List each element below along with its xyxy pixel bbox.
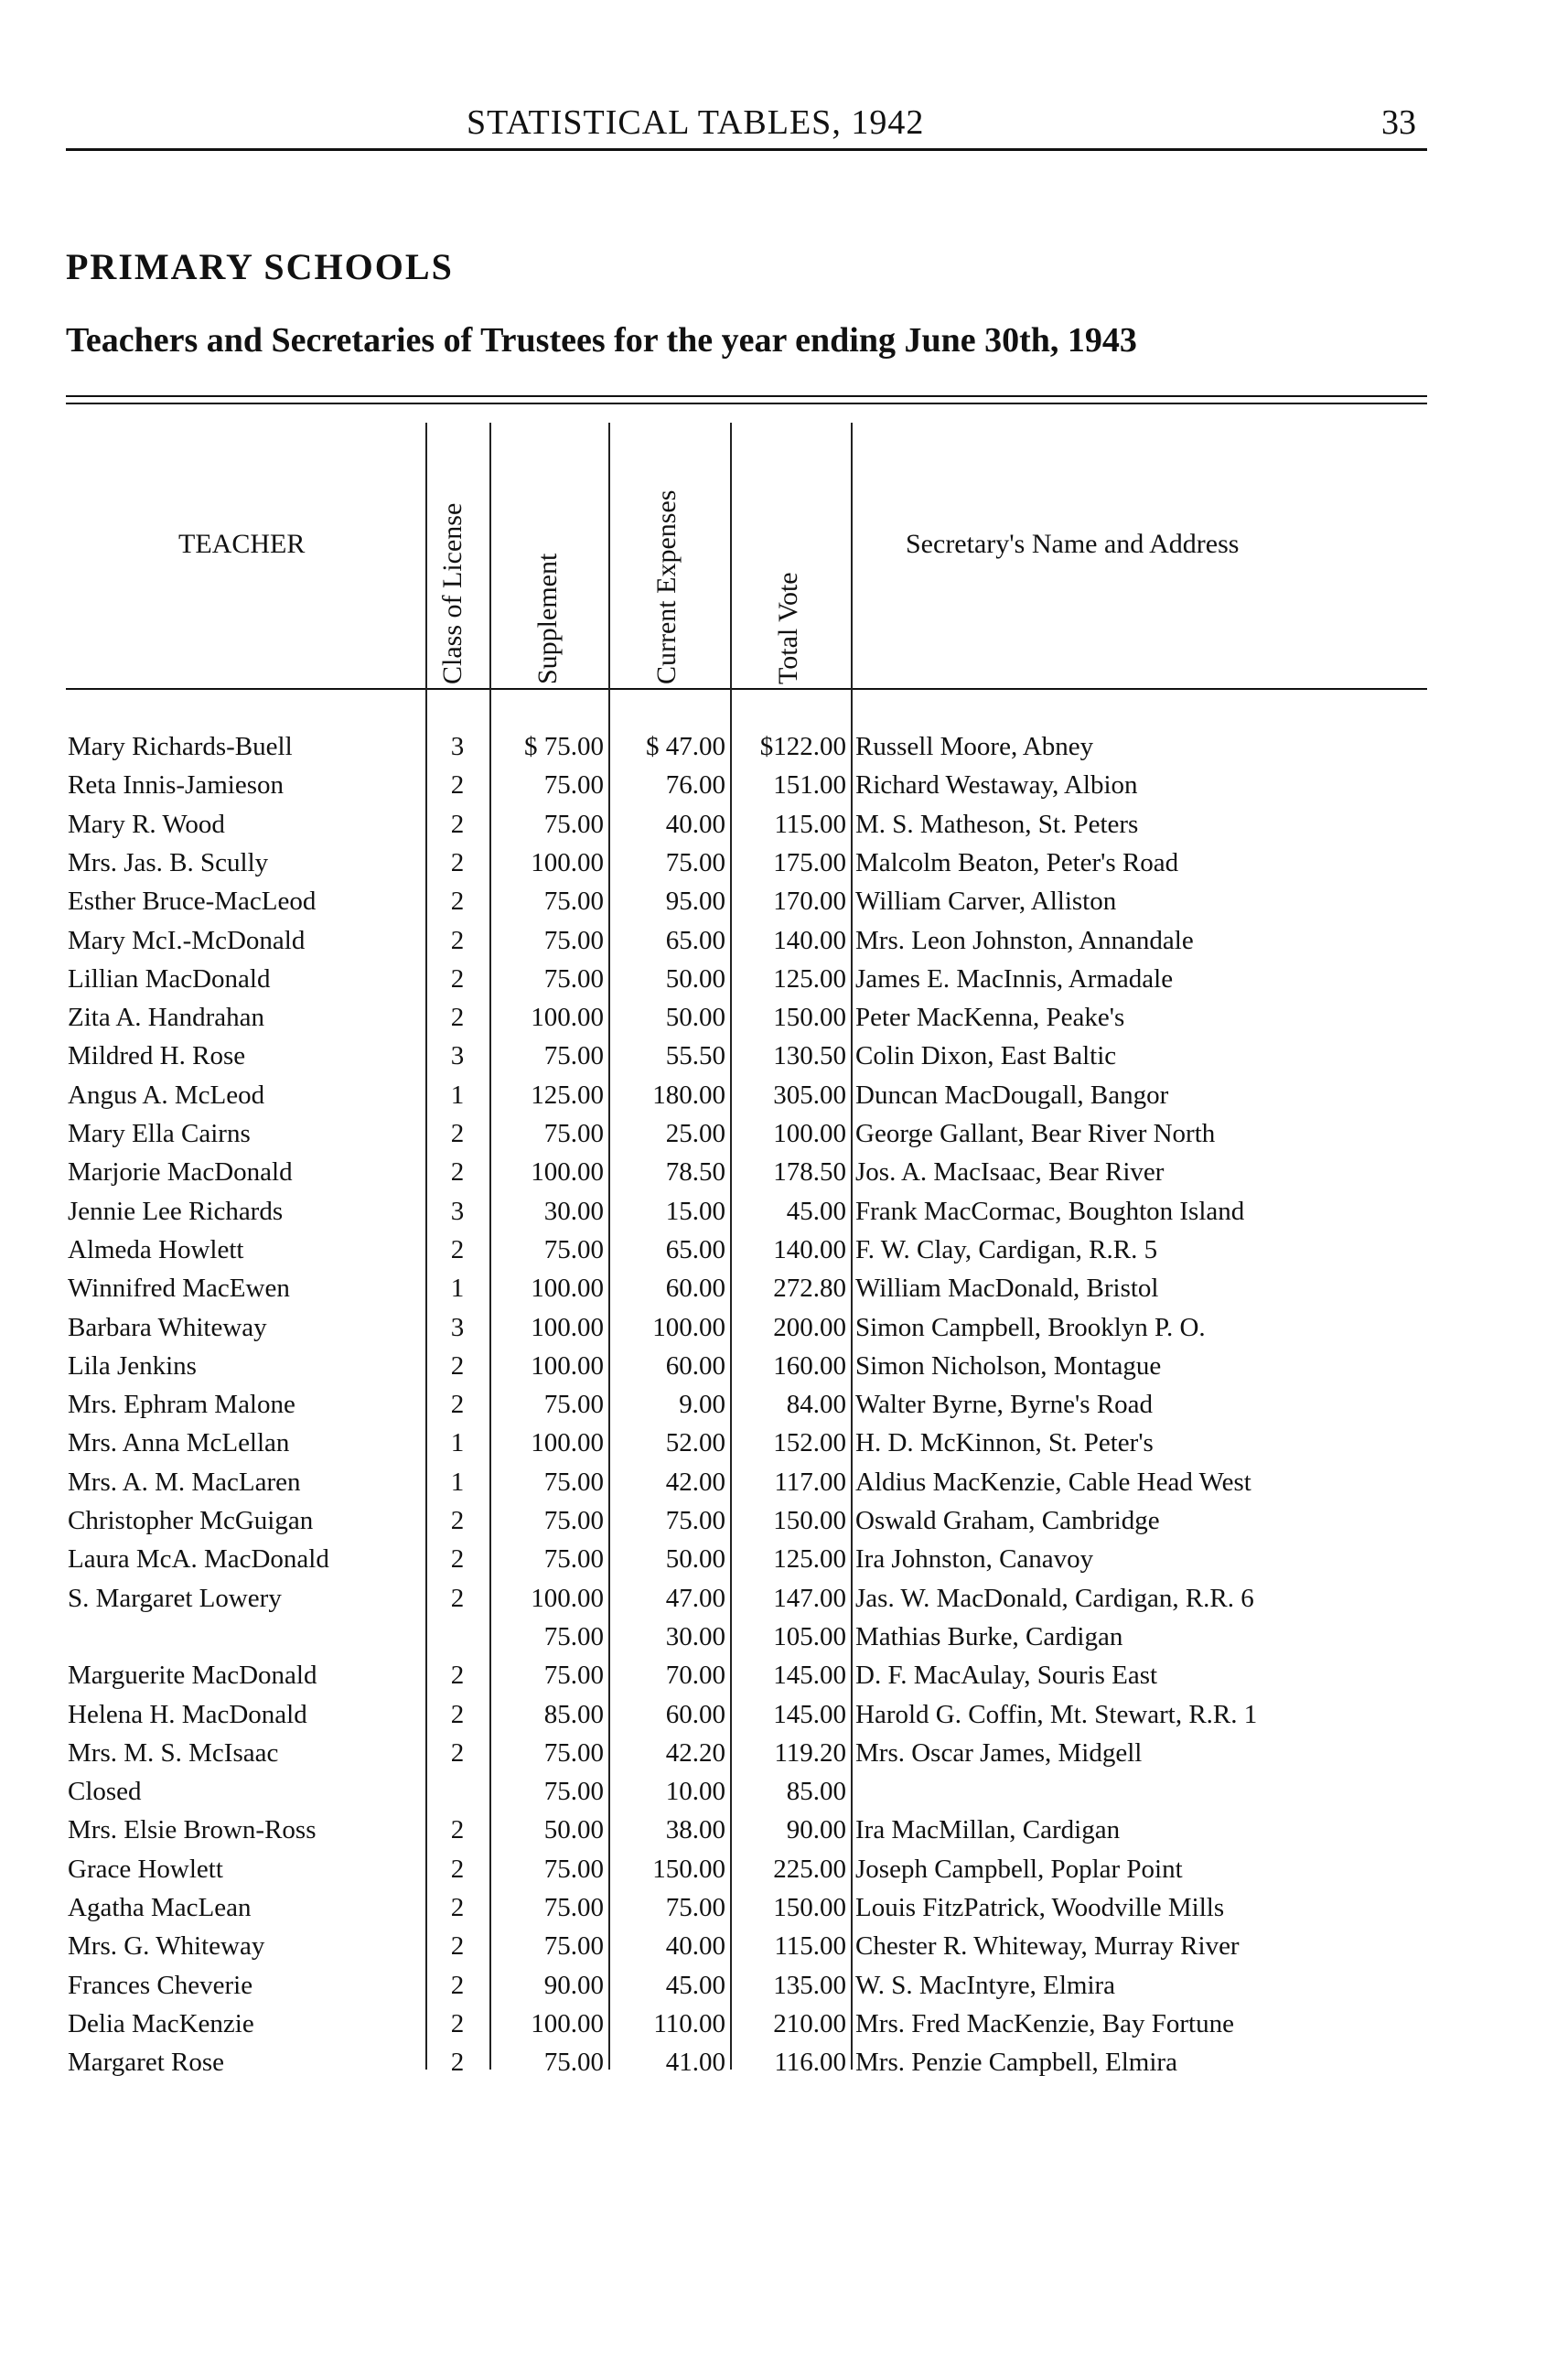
cell-total-vote: 125.00 (773, 1544, 846, 1575)
cell-class-of-license: 2 (450, 1699, 465, 1729)
cell-total-vote: 85.00 (786, 1777, 846, 1807)
teacher-name: Mrs. Anna McLellan (68, 1428, 293, 1457)
cell-teacher (68, 960, 429, 998)
cell-teacher (68, 1734, 429, 1772)
teacher-name: Frances Cheverie (68, 1971, 256, 2000)
table-row (0, 1888, 1568, 1927)
table-row (0, 1231, 1568, 1269)
cell-class-of-license: 2 (450, 809, 465, 839)
cell-current-expenses: 100.00 (652, 1312, 725, 1342)
table-row (0, 1734, 1568, 1772)
teacher-name: Mrs. Elsie Brown-Ross (68, 1815, 319, 1844)
cell-teacher (68, 1037, 429, 1075)
cell-current-expenses: 45.00 (665, 1970, 725, 2000)
teacher-name: Mrs. G. Whiteway (68, 1931, 268, 1961)
teacher-name: S. Margaret Lowery (68, 1584, 285, 1613)
teacher-name: Marjorie MacDonald (68, 1157, 296, 1187)
cell-teacher (68, 1463, 429, 1501)
teacher-name: Mrs. M. S. McIsaac (68, 1738, 282, 1768)
cell-current-expenses: 75.00 (665, 847, 725, 877)
cell-secretary: Peter MacKenna, Peake's (855, 1003, 1125, 1033)
cell-current-expenses: 38.00 (665, 1815, 725, 1845)
cell-supplement: 125.00 (531, 1080, 604, 1110)
cell-total-vote: 150.00 (773, 1003, 846, 1033)
table-row (0, 1114, 1568, 1153)
teacher-name (68, 1622, 71, 1651)
header-bottom-rule (66, 688, 1427, 690)
cell-teacher (68, 1231, 429, 1269)
cell-supplement: 75.00 (543, 1854, 604, 1884)
cell-supplement: 75.00 (543, 1737, 604, 1768)
cell-class-of-license: 2 (450, 1506, 465, 1535)
cell-total-vote: $122.00 (759, 732, 846, 761)
cell-total-vote: 90.00 (786, 1815, 846, 1845)
cell-supplement: 85.00 (543, 1699, 604, 1729)
table-top-rule-2 (66, 403, 1427, 404)
cell-class-of-license: 2 (450, 1583, 465, 1613)
cell-current-expenses: 40.00 (665, 809, 725, 839)
cell-current-expenses: 9.00 (679, 1390, 725, 1420)
teacher-name: Marguerite MacDonald (68, 1661, 320, 1690)
cell-teacher (68, 882, 429, 920)
cell-supplement: 75.00 (543, 809, 604, 839)
cell-secretary: Harold G. Coffin, Mt. Stewart, R.R. 1 (855, 1699, 1258, 1729)
cell-total-vote: 200.00 (773, 1312, 846, 1342)
cell-total-vote: 272.80 (773, 1274, 846, 1304)
cell-class-of-license: 2 (450, 887, 465, 917)
cell-total-vote: 225.00 (773, 1854, 846, 1884)
table-row (0, 1347, 1568, 1385)
cell-teacher (68, 1076, 429, 1114)
teacher-name: Mildred H. Rose (68, 1041, 249, 1070)
table-row (0, 960, 1568, 998)
cell-total-vote: 116.00 (774, 2048, 846, 2078)
cell-current-expenses: 25.00 (665, 1119, 725, 1148)
cell-class-of-license: 2 (450, 2008, 465, 2038)
teacher-name: Laura McA. MacDonald (68, 1544, 333, 1574)
cell-total-vote: 125.00 (773, 963, 846, 994)
cell-supplement: 75.00 (543, 1390, 604, 1420)
cell-secretary: Simon Campbell, Brooklyn P. O. (855, 1312, 1206, 1342)
cell-teacher (68, 1811, 429, 1849)
cell-total-vote: 175.00 (773, 847, 846, 877)
cell-secretary: George Gallant, Bear River North (855, 1119, 1216, 1148)
teacher-name: Almeda Howlett (68, 1235, 247, 1264)
table-row (0, 2005, 1568, 2043)
cell-teacher (68, 844, 429, 882)
table-row (0, 1463, 1568, 1501)
cell-current-expenses: 42.20 (665, 1737, 725, 1768)
teacher-name: Grace Howlett (68, 1855, 227, 1884)
cell-secretary: Aldius MacKenzie, Cable Head West (855, 1467, 1251, 1497)
cell-teacher (68, 2043, 429, 2081)
cell-secretary: Chester R. Whiteway, Murray River (855, 1931, 1240, 1962)
cell-class-of-license: 2 (450, 963, 465, 994)
table-row (0, 1308, 1568, 1347)
cell-teacher (68, 1347, 429, 1385)
table-row (0, 1772, 1568, 1811)
cell-teacher (68, 1114, 429, 1153)
cell-supplement: 75.00 (543, 1544, 604, 1575)
cell-current-expenses: 150.00 (652, 1854, 725, 1884)
teacher-name: Reta Innis-Jamieson (68, 770, 287, 800)
cell-current-expenses: 60.00 (665, 1699, 725, 1729)
table-row (0, 1540, 1568, 1578)
cell-current-expenses: 75.00 (665, 1893, 725, 1922)
cell-current-expenses: 40.00 (665, 1931, 725, 1962)
cell-teacher (68, 1966, 429, 2005)
teacher-name: Jennie Lee Richards (68, 1197, 286, 1226)
cell-current-expenses: $ 47.00 (646, 732, 725, 761)
header-supplement: Supplement (532, 553, 563, 684)
cell-class-of-license: 3 (450, 732, 465, 761)
cell-supplement: 75.00 (543, 963, 604, 994)
cell-total-vote: 210.00 (773, 2008, 846, 2038)
teacher-name: Delia MacKenzie (68, 2009, 258, 2038)
table-row (0, 1966, 1568, 2005)
cell-class-of-license: 3 (450, 1312, 465, 1342)
cell-teacher (68, 1579, 429, 1618)
header-rule (66, 148, 1427, 151)
cell-current-expenses: 30.00 (665, 1621, 725, 1651)
cell-supplement: 90.00 (543, 1970, 604, 2000)
cell-supplement: 75.00 (543, 1467, 604, 1497)
cell-class-of-license: 2 (450, 1815, 465, 1845)
teacher-name: Lila Jenkins (68, 1351, 200, 1381)
teacher-name: Winnifred MacEwen (68, 1274, 294, 1303)
cell-supplement: 75.00 (543, 2048, 604, 2078)
cell-secretary: F. W. Clay, Cardigan, R.R. 5 (855, 1234, 1158, 1264)
table-row (0, 1385, 1568, 1424)
cell-class-of-license: 1 (450, 1467, 465, 1497)
cell-teacher (68, 1385, 429, 1424)
cell-secretary: Mathias Burke, Cardigan (855, 1621, 1123, 1651)
cell-class-of-license: 2 (450, 847, 465, 877)
cell-supplement: 75.00 (543, 1661, 604, 1691)
table-row (0, 1269, 1568, 1307)
cell-secretary: Mrs. Penzie Campbell, Elmira (855, 2048, 1177, 2078)
cell-secretary: Louis FitzPatrick, Woodville Mills (855, 1893, 1225, 1922)
cell-class-of-license: 1 (450, 1274, 465, 1304)
cell-current-expenses: 41.00 (665, 2048, 725, 2078)
cell-total-vote: 150.00 (773, 1506, 846, 1535)
cell-secretary: Mrs. Leon Johnston, Annandale (855, 925, 1194, 955)
cell-current-expenses: 180.00 (652, 1080, 725, 1110)
teacher-name: Zita A. Handrahan (68, 1003, 268, 1032)
cell-class-of-license: 2 (450, 1119, 465, 1148)
table-row (0, 766, 1568, 804)
teacher-name: Mary McI.-McDonald (68, 926, 308, 955)
cell-total-vote: 305.00 (773, 1080, 846, 1110)
cell-total-vote: 151.00 (773, 770, 846, 801)
cell-secretary: Ira Johnston, Canavoy (855, 1544, 1094, 1575)
cell-total-vote: 100.00 (773, 1119, 846, 1148)
cell-total-vote: 152.00 (773, 1428, 846, 1458)
teacher-name: Barbara Whiteway (68, 1313, 271, 1342)
cell-class-of-license: 2 (450, 1854, 465, 1884)
teacher-name: Helena H. MacDonald (68, 1700, 311, 1729)
cell-teacher (68, 1308, 429, 1347)
cell-current-expenses: 55.50 (665, 1041, 725, 1071)
table-row (0, 1927, 1568, 1965)
cell-teacher (68, 766, 429, 804)
cell-total-vote: 115.00 (774, 1931, 846, 1962)
table-row (0, 844, 1568, 882)
cell-current-expenses: 60.00 (665, 1274, 725, 1304)
cell-secretary: Richard Westaway, Albion (855, 770, 1138, 801)
cell-secretary: William Carver, Alliston (855, 887, 1117, 917)
cell-total-vote: 170.00 (773, 887, 846, 917)
header-current-expenses: Current Expenses (651, 489, 682, 684)
table-row (0, 921, 1568, 960)
cell-secretary: Ira MacMillan, Cardigan (855, 1815, 1121, 1845)
teacher-name: Mary Ella Cairns (68, 1119, 254, 1148)
cell-supplement: 75.00 (543, 1931, 604, 1962)
cell-total-vote: 105.00 (773, 1621, 846, 1651)
cell-class-of-license: 2 (450, 1234, 465, 1264)
table-row (0, 2043, 1568, 2081)
cell-teacher (68, 1424, 429, 1462)
cell-total-vote: 115.00 (774, 809, 846, 839)
table-row (0, 1501, 1568, 1540)
cell-secretary: Jos. A. MacIsaac, Bear River (855, 1157, 1165, 1188)
table-row (0, 998, 1568, 1037)
running-head: STATISTICAL TABLES, 1942 (467, 103, 925, 142)
cell-supplement: 75.00 (543, 1041, 604, 1071)
cell-class-of-license: 1 (450, 1080, 465, 1110)
cell-total-vote: 147.00 (773, 1583, 846, 1613)
cell-teacher (68, 805, 429, 844)
table-subtitle: Teachers and Secretaries of Trustees for the year ending June 30th, 1943 (66, 321, 1137, 360)
cell-supplement: 30.00 (543, 1196, 604, 1226)
cell-teacher (68, 727, 429, 766)
cell-supplement: 100.00 (531, 1350, 604, 1381)
cell-teacher (68, 1927, 429, 1965)
cell-class-of-license: 2 (450, 2048, 465, 2078)
cell-class-of-license: 2 (450, 1931, 465, 1962)
cell-teacher (68, 1656, 429, 1694)
cell-total-vote: 150.00 (773, 1893, 846, 1922)
cell-total-vote: 119.20 (774, 1737, 846, 1768)
cell-total-vote: 178.50 (773, 1157, 846, 1188)
cell-current-expenses: 50.00 (665, 1544, 725, 1575)
cell-supplement: 75.00 (543, 1777, 604, 1807)
cell-secretary: Simon Nicholson, Montague (855, 1350, 1162, 1381)
cell-current-expenses: 95.00 (665, 887, 725, 917)
cell-supplement: 100.00 (531, 1003, 604, 1033)
cell-secretary: W. S. MacIntyre, Elmira (855, 1970, 1116, 2000)
cell-teacher (68, 921, 429, 960)
cell-supplement: 100.00 (531, 2008, 604, 2038)
cell-total-vote: 160.00 (773, 1350, 846, 1381)
cell-secretary: Duncan MacDougall, Bangor (855, 1080, 1169, 1110)
teacher-name: Mary Richards-Buell (68, 732, 296, 761)
cell-supplement: 100.00 (531, 1274, 604, 1304)
cell-secretary: Walter Byrne, Byrne's Road (855, 1390, 1154, 1420)
cell-total-vote: 145.00 (773, 1699, 846, 1729)
table-row (0, 1424, 1568, 1462)
cell-secretary: Jas. W. MacDonald, Cardigan, R.R. 6 (855, 1583, 1254, 1613)
table-row (0, 805, 1568, 844)
cell-teacher (68, 1772, 429, 1811)
table-row (0, 882, 1568, 920)
cell-total-vote: 140.00 (773, 1234, 846, 1264)
cell-current-expenses: 10.00 (665, 1777, 725, 1807)
cell-teacher (68, 1540, 429, 1578)
cell-secretary: H. D. McKinnon, St. Peter's (855, 1428, 1154, 1458)
table-row (0, 1037, 1568, 1075)
teacher-name: Mrs. A. M. MacLaren (68, 1468, 305, 1497)
table-row (0, 727, 1568, 766)
table-row (0, 1695, 1568, 1734)
cell-teacher (68, 1695, 429, 1734)
cell-total-vote: 117.00 (774, 1467, 846, 1497)
cell-secretary: Colin Dixon, East Baltic (855, 1041, 1117, 1071)
cell-total-vote: 45.00 (786, 1196, 846, 1226)
cell-class-of-license: 2 (450, 925, 465, 955)
cell-secretary: Russell Moore, Abney (855, 732, 1094, 761)
cell-supplement: 75.00 (543, 1506, 604, 1535)
table-row (0, 1618, 1568, 1656)
cell-teacher (68, 998, 429, 1037)
cell-total-vote: 145.00 (773, 1661, 846, 1691)
cell-supplement: 75.00 (543, 1119, 604, 1148)
cell-current-expenses: 50.00 (665, 963, 725, 994)
cell-teacher (68, 1850, 429, 1888)
cell-current-expenses: 78.50 (665, 1157, 725, 1188)
cell-supplement: 100.00 (531, 1583, 604, 1613)
cell-secretary: Malcolm Beaton, Peter's Road (855, 847, 1179, 877)
cell-teacher (68, 1501, 429, 1540)
cell-current-expenses: 110.00 (653, 2008, 725, 2038)
cell-total-vote: 84.00 (786, 1390, 846, 1420)
cell-class-of-license: 2 (450, 1737, 465, 1768)
cell-supplement: 100.00 (531, 1157, 604, 1188)
cell-supplement: 75.00 (543, 1893, 604, 1922)
cell-total-vote: 130.50 (773, 1041, 846, 1071)
teacher-name: Agatha MacLean (68, 1893, 254, 1922)
cell-supplement: 75.00 (543, 1234, 604, 1264)
cell-current-expenses: 70.00 (665, 1661, 725, 1691)
header-teacher: TEACHER (178, 529, 306, 559)
cell-current-expenses: 65.00 (665, 1234, 725, 1264)
cell-class-of-license: 2 (450, 1003, 465, 1033)
cell-supplement: 100.00 (531, 847, 604, 877)
cell-total-vote: 135.00 (773, 1970, 846, 2000)
cell-class-of-license: 3 (450, 1041, 465, 1071)
cell-class-of-license: 2 (450, 1350, 465, 1381)
cell-supplement: $ 75.00 (524, 732, 604, 761)
cell-class-of-license: 3 (450, 1196, 465, 1226)
table-row (0, 1811, 1568, 1849)
cell-current-expenses: 47.00 (665, 1583, 725, 1613)
table-row (0, 1656, 1568, 1694)
cell-secretary: M. S. Matheson, St. Peters (855, 809, 1139, 839)
cell-secretary: Oswald Graham, Cambridge (855, 1506, 1160, 1535)
cell-secretary: Mrs. Fred MacKenzie, Bay Fortune (855, 2008, 1234, 2038)
table-row (0, 1192, 1568, 1231)
cell-current-expenses: 65.00 (665, 925, 725, 955)
table-top-rule (66, 395, 1427, 397)
cell-class-of-license: 2 (450, 1157, 465, 1188)
cell-current-expenses: 15.00 (665, 1196, 725, 1226)
teacher-name: Mary R. Wood (68, 810, 229, 839)
teacher-name: Mrs. Jas. B. Scully (68, 848, 272, 877)
cell-secretary: William MacDonald, Bristol (855, 1274, 1159, 1304)
teacher-name: Margaret Rose (68, 2048, 228, 2077)
table-row (0, 1850, 1568, 1888)
cell-teacher (68, 1192, 429, 1231)
cell-supplement: 100.00 (531, 1428, 604, 1458)
cell-current-expenses: 75.00 (665, 1506, 725, 1535)
cell-secretary: Frank MacCormac, Boughton Island (855, 1196, 1245, 1226)
teacher-name: Closed (68, 1777, 145, 1806)
cell-secretary: Joseph Campbell, Poplar Point (855, 1854, 1183, 1884)
teacher-name: Mrs. Ephram Malone (68, 1390, 299, 1419)
cell-class-of-license: 2 (450, 770, 465, 801)
section-title: PRIMARY SCHOOLS (66, 246, 454, 287)
cell-current-expenses: 76.00 (665, 770, 725, 801)
cell-class-of-license: 2 (450, 1970, 465, 2000)
table-row (0, 1076, 1568, 1114)
cell-class-of-license: 2 (450, 1390, 465, 1420)
cell-class-of-license: 2 (450, 1893, 465, 1922)
cell-current-expenses: 60.00 (665, 1350, 725, 1381)
header-secretary: Secretary's Name and Address (906, 529, 1240, 559)
cell-class-of-license: 2 (450, 1661, 465, 1691)
header-class-of-license: Class of License (437, 502, 467, 684)
cell-teacher (68, 1618, 429, 1656)
teacher-name: Lillian MacDonald (68, 964, 274, 994)
cell-supplement: 100.00 (531, 1312, 604, 1342)
cell-teacher (68, 1269, 429, 1307)
cell-secretary: D. F. MacAulay, Souris East (855, 1661, 1158, 1691)
cell-class-of-license: 1 (450, 1428, 465, 1458)
cell-secretary: Mrs. Oscar James, Midgell (855, 1737, 1143, 1768)
cell-secretary: James E. MacInnis, Armadale (855, 963, 1174, 994)
cell-teacher (68, 2005, 429, 2043)
cell-supplement: 50.00 (543, 1815, 604, 1845)
cell-teacher (68, 1153, 429, 1191)
cell-supplement: 75.00 (543, 1621, 604, 1651)
cell-supplement: 75.00 (543, 887, 604, 917)
table-row (0, 1579, 1568, 1618)
page-number: 33 (1381, 103, 1416, 142)
cell-current-expenses: 52.00 (665, 1428, 725, 1458)
cell-teacher (68, 1888, 429, 1927)
cell-supplement: 75.00 (543, 925, 604, 955)
cell-total-vote: 140.00 (773, 925, 846, 955)
teacher-name: Esther Bruce-MacLeod (68, 887, 319, 916)
cell-class-of-license: 2 (450, 1544, 465, 1575)
cell-current-expenses: 50.00 (665, 1003, 725, 1033)
table-row (0, 1153, 1568, 1191)
cell-current-expenses: 42.00 (665, 1467, 725, 1497)
teacher-name: Christopher McGuigan (68, 1506, 317, 1535)
cell-supplement: 75.00 (543, 770, 604, 801)
header-total-vote: Total Vote (773, 572, 803, 684)
teacher-name: Angus A. McLeod (68, 1081, 268, 1110)
